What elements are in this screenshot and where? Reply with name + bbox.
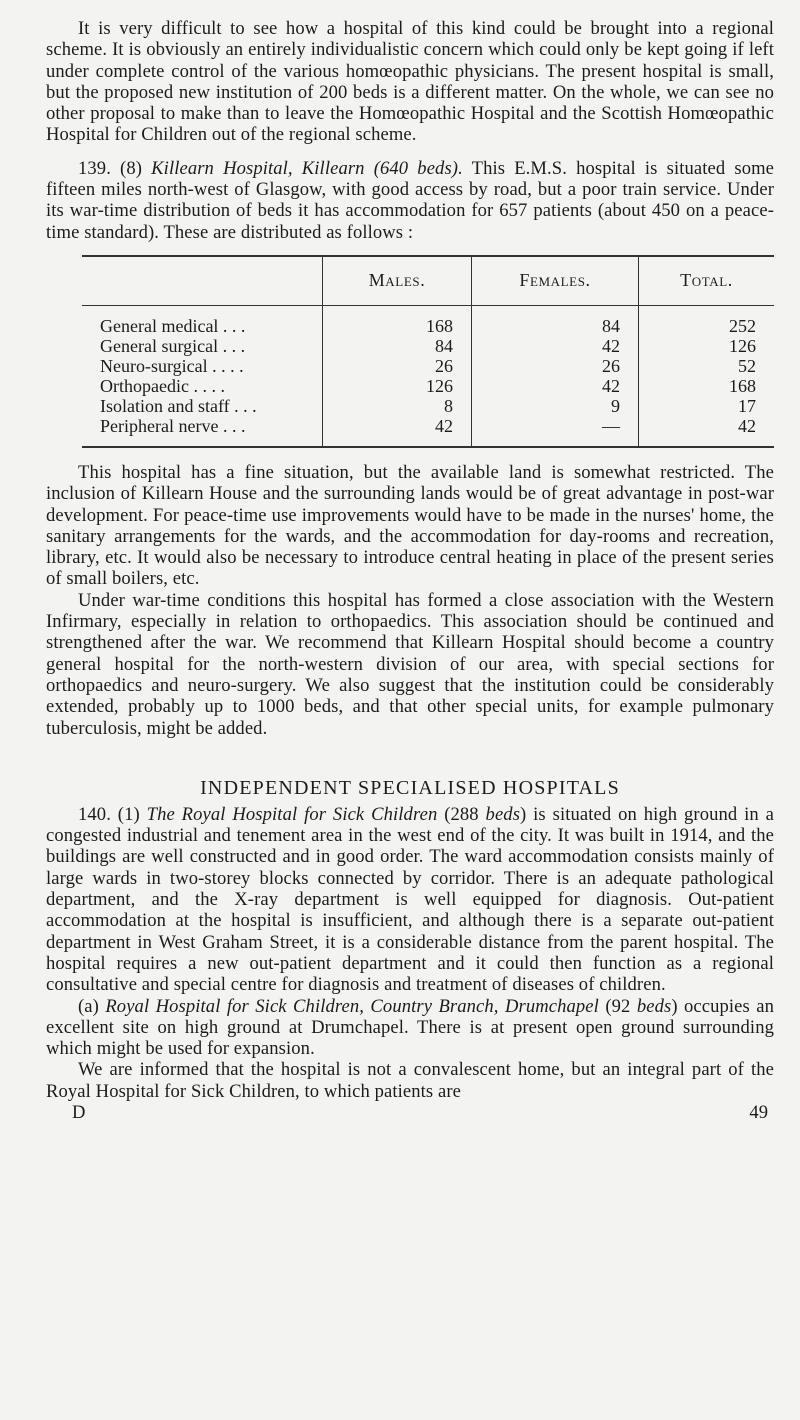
table-row	[82, 356, 774, 376]
page-number: 49	[749, 1101, 768, 1123]
header-total: Total.	[639, 257, 775, 306]
females-value: 9	[472, 396, 639, 416]
header-males: Males.	[323, 257, 472, 306]
males-value: 168	[323, 305, 472, 336]
row-label: General surgical . . .	[100, 335, 246, 356]
total-value: 252	[639, 305, 775, 336]
total-value: 17	[639, 396, 775, 416]
signature-mark: D	[72, 1101, 86, 1123]
males-value: 84	[323, 336, 472, 356]
total-value: 168	[639, 376, 775, 396]
paragraph-number: 139. (8)	[78, 157, 152, 179]
males-value: 126	[323, 376, 472, 396]
table-row	[82, 305, 774, 336]
paragraph-drumchapel: (a) Royal Hospital for Sick Children, Country Branch, Drumchapel (92 beds) occupies an excellent site on high ground at Drumchapel. There is at present open ground surrounding which might be used for expansion.	[46, 995, 775, 1060]
paragraph-informed: We are informed that the hospital is not a convalescent home, but an integral part of the Royal Hospital for Sick Children, to which patients are	[46, 1059, 774, 1102]
row-label: Peripheral nerve . . .	[100, 415, 246, 436]
row-label: Isolation and staff . . .	[100, 395, 257, 416]
females-value: 42	[472, 376, 639, 396]
males-value: 26	[323, 356, 472, 376]
row-label: General medical . . .	[100, 315, 246, 336]
total-value: 42	[639, 416, 775, 446]
paragraph-text: ) occupies an excellent site on high ground at Drumchapel. There is at present open ground surrounding which might be used for expansion.	[46, 995, 775, 1060]
paragraph-text: ) is situated on high ground in a congested industrial and tenement area in the west end of the city. It was built in 1914, and the buildings are well constructed and in good order. The ward accommodation consists mainly of large wards in two-storey blocks connected by corridor. There is an adequate pathological department, and the X-ray department is well equipped for diagnosis. Out-patient accommodation at the hospital is insufficient, and although there is a separate out-patient department in West Graham Street, it is a considerable distance from the parent hospital. The hospital requires a new out-patient department and it could then function as a regional consultative and special centre for diagnosis and treatment of diseases of children.	[46, 803, 775, 996]
females-value: 26	[472, 356, 639, 376]
row-label: Orthopaedic . . . .	[100, 375, 225, 396]
hospital-title: The Royal Hospital for Sick Children	[146, 803, 438, 825]
hospital-title: Royal Hospital for Sick Children, Country Branch, Drumchapel	[105, 995, 599, 1017]
table-header-row	[82, 257, 774, 306]
document-page	[46, 18, 774, 1123]
paragraph-war-time: Under war-time conditions this hospital has formed a close association with the Western Infirmary, especially in relation to orthopaedics. This association should be continued and strengthened after the war. We recommend that Killearn Hospital should become a country general hospital for the north-western division of our area, with special sections for orthopaedics and neuro-surgery. We also suggest that the institution could be considerably extended, probably up to 1000 beds, and that other special units, for example pulmonary tuberculosis, might be added.	[46, 589, 774, 739]
paragraph-killearn	[46, 158, 774, 243]
table-row	[82, 396, 774, 416]
paragraph-situation: This hospital has a fine situation, but the available land is somewhat restricted. The inclusion of Killearn House and the surrounding lands would be of great advantage in post-war development. For peace-time use improvements would have to be made in the nurses' home, the sanitary arrangements for the wards, and the accommodation for day-rooms and recreation, library, etc. It would also be necessary to introduce central heating in place of the present series of small boilers, etc.	[46, 461, 774, 590]
males-value: 42	[323, 416, 472, 446]
males-value: 8	[323, 396, 472, 416]
total-value: 52	[639, 356, 775, 376]
females-value: —	[472, 416, 639, 446]
bed-distribution-table	[82, 255, 774, 448]
table-row	[82, 416, 774, 446]
paragraph-royal-hospital: 140. (1) The Royal Hospital for Sick Children (288 beds) is situated on high ground in a congested industrial and tenement area in the west end of the city. It was built in 1914, and the buildings are well constructed and in good order. The ward accommodation consists mainly of large wards in two-storey blocks connected by corridor. There is an adequate pathological department, and the X-ray department is well equipped for diagnosis. Out-patient accommodation at the hospital is insufficient, and although there is a separate out-patient department in West Graham Street, it is a considerable distance from the parent hospital. The hospital requires a new out-patient department and it could then function as a regional consultative and special centre for diagnosis and treatment of diseases of children.	[46, 803, 775, 996]
page-footer	[46, 1102, 774, 1123]
paragraph-homoeopathic: It is very difficult to see how a hospital of this kind could be brought into a regional scheme. It is obviously an entirely individualistic concern which could only be kept going if left under complete control of the various homœopathic physicians. The present hospital is small, but the proposed new institution of 200 beds is a different matter. On the whole, we can see no other proposal to make than to leave the Homœopathic Hospital and the Scottish Homœopathic Hospital for Children out of the regional scheme.	[46, 18, 774, 146]
paragraph-number: 140. (1)	[78, 803, 147, 825]
paragraph-text: This E.M.S. hospital is situated some fifteen miles north-west of Glasgow, with good access by road, but a poor train service. Under its war-time distribution of beds it has accommodation for 657 patients (about 450 on a peace-time standard). These are distributed as follows :	[46, 157, 775, 243]
hospital-title: Killearn Hospital, Killearn (640 beds).	[151, 157, 463, 179]
total-value: 126	[639, 336, 775, 356]
table-row	[82, 376, 774, 396]
section-heading: INDEPENDENT SPECIALISED HOSPITALS	[200, 776, 620, 799]
paragraph-number: (a)	[78, 995, 106, 1017]
header-females: Females.	[472, 257, 639, 306]
row-label: Neuro-surgical . . . .	[100, 355, 244, 376]
females-value: 42	[472, 336, 639, 356]
females-value: 84	[472, 305, 639, 336]
table-row	[82, 336, 774, 356]
